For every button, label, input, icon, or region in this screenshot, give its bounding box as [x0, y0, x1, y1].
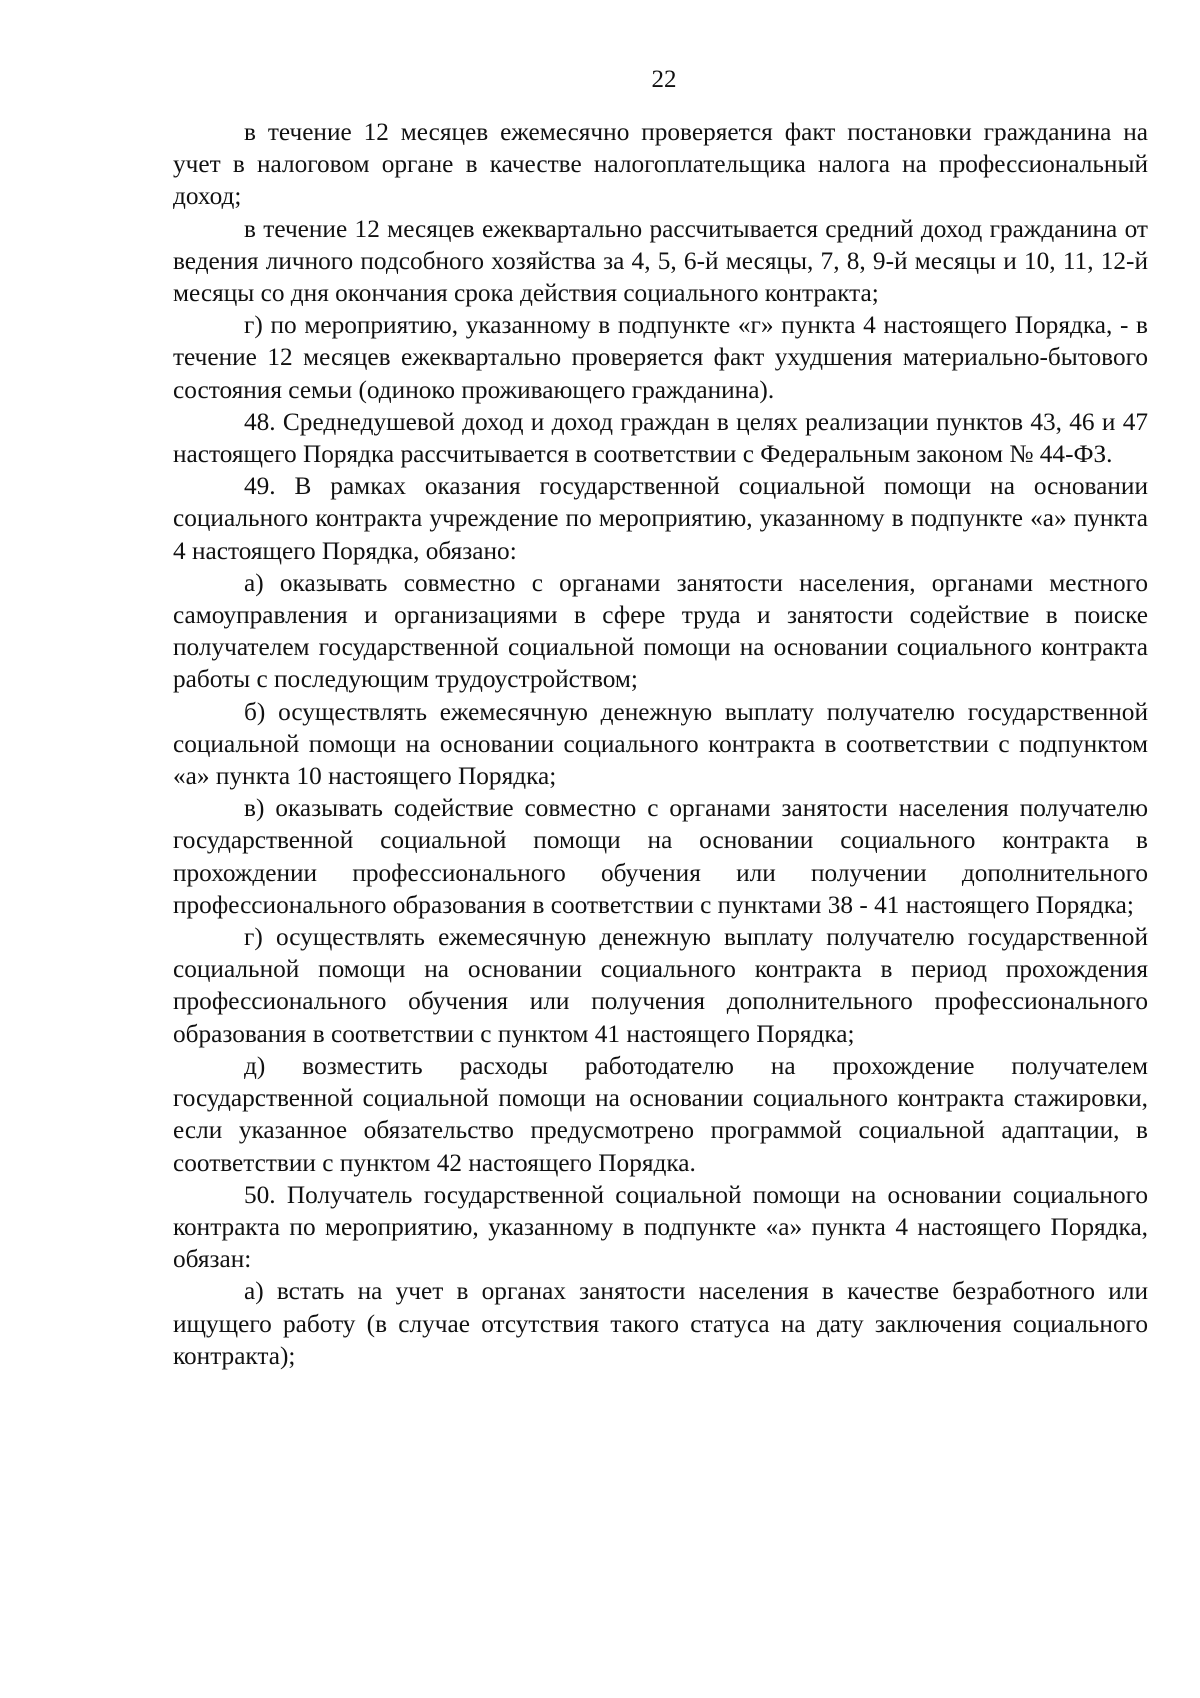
paragraph-49-a: а) оказывать совместно с органами занятости населения, органами местного самоуправления и организациями в сфере труда и занятости содействие в поиске получателем государственной социальной помощи на основании социального контракта работы с последующим трудоустройством;: [173, 568, 1148, 694]
paragraph-49: 49. В рамках оказания государственной социальной помощи на основании социального контракта учреждение по мероприятию, указанному в подпункте «а» пункта 4 настоящего Порядка, обязано:: [173, 472, 1148, 565]
paragraph-quarterly-income-calc: в течение 12 месяцев ежеквартально рассчитывается средний доход гражданина от ведения личного подсобного хозяйства за 4, 5, 6-й месяцы, 7, 8, 9-й месяцы и 10, 11, 12-й месяцы со дня окончания срока действия социального контракта;: [173, 214, 1148, 308]
paragraph-50-a: а) встать на учет в органах занятости населения в качестве безработного или ищущего работу (в случае отсутствия такого статуса на дату заключения социального контракта);: [173, 1277, 1148, 1370]
paragraph-49-g: г) осуществлять ежемесячную денежную выплату получателю государственной социальной помощи на основании социального контракта в период прохождения профессионального обучения или получения дополнительного профессионального образования в соответствии с пунктом 41 настоящего Порядка;: [173, 923, 1148, 1048]
paragraph-49-d: д) возместить расходы работодателю на прохождение получателем государственной социальной помощи на основании социального контракта стажировки, если указанное обязательство предусмотрено программой социальной адаптации, в соответствии с пунктом 42 настоящего Порядка.: [173, 1051, 1148, 1177]
page-number: 22: [651, 66, 677, 93]
paragraph-monthly-tax-check: в течение 12 месяцев ежемесячно проверяется факт постановки гражданина на учет в налоговом органе в качестве налогоплательщика налога на профессиональный доход;: [173, 118, 1148, 211]
paragraph-48: 48. Среднедушевой доход и доход граждан в целях реализации пунктов 43, 46 и 47 настоящего Порядка рассчитывается в соответствии с Федеральным законом № 44-ФЗ.: [173, 407, 1148, 469]
document-body: [173, 116, 1148, 1372]
paragraph-50: 50. Получатель государственной социальной помощи на основании социального контракта по мероприятию, указанному в подпункте «а» пункта 4 настоящего Порядка, обязан:: [173, 1180, 1148, 1274]
paragraph-49-b: б) осуществлять ежемесячную денежную выплату получателю государственной социальной помощи на основании социального контракта в соответствии с подпунктом «а» пункта 10 настоящего Порядка;: [173, 697, 1148, 791]
paragraph-49-v: в) оказывать содействие совместно с органами занятости населения получателю государственной социальной помощи на основании социального контракта в прохождении профессионального обучения или получении дополнительного профессионального образования в соответствии с пунктами 38 - 41 настоящего Порядка;: [173, 794, 1148, 919]
paragraph-item-g-living-conditions: г) по мероприятию, указанному в подпункте «г» пункта 4 настоящего Порядка, - в течение 12 месяцев ежеквартально проверяется факт ухудшения материально-бытового состояния семьи (одиноко проживающего гражданина).: [173, 311, 1148, 404]
